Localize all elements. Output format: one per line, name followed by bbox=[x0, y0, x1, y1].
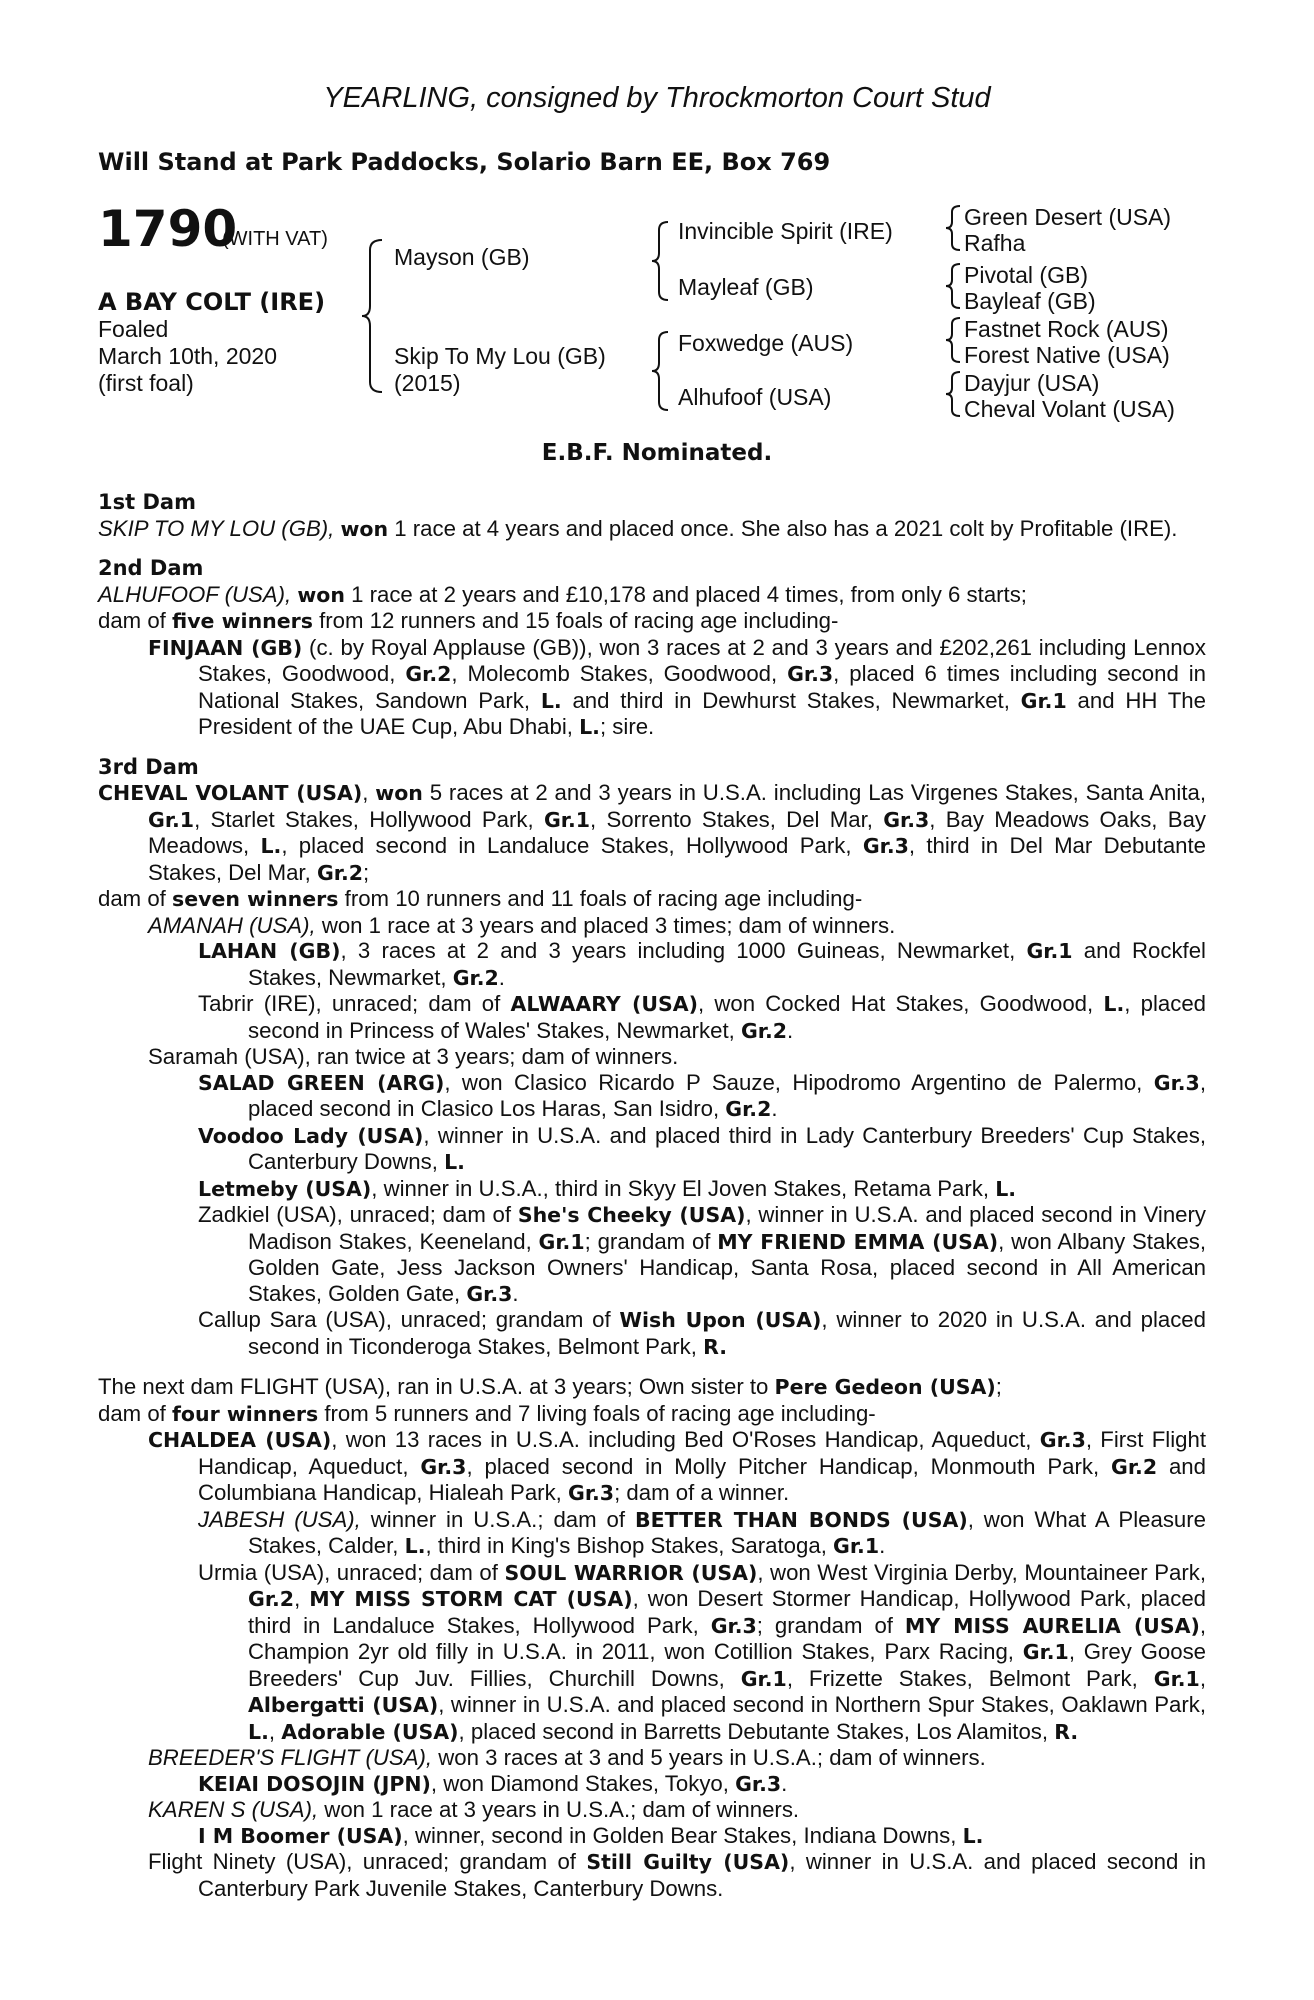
pedigree-dam: Skip To My Lou (GB) bbox=[394, 343, 606, 369]
produce-chaldea: CHALDEA (USA), won 13 races in U.S.A. including Bed O'Roses Handicap, Aqueduct, Gr.3, First Flight Handicap, Aqueduct, Gr.3, placed second in Molly Pitcher Handicap, Monmouth Park, Gr.2 and Columbiana Handicap, Hialeah Park, Gr.3; dam of a winner. bbox=[148, 1427, 1206, 1505]
pedigree-brace-sd bbox=[944, 262, 964, 310]
produce-salad-green: SALAD GREEN (ARG), won Clasico Ricardo P Sauze, Hipodromo Argentino de Palermo, Gr.3, placed second in Clasico Los Haras, San Isidro, Gr.2. bbox=[198, 1069, 1206, 1121]
produce-tabrir: Tabrir (IRE), unraced; dam of ALWAARY (USA), won Cocked Hat Stakes, Goodwood, L., placed second in Princess of Wales' Stakes, Newmarket, Gr.2. bbox=[198, 991, 1206, 1043]
third-dam-produce: dam of seven winners from 10 runners and 11 foals of racing age including- bbox=[98, 886, 863, 911]
pedigree-brace-ss bbox=[944, 204, 964, 252]
produce-callup-sara: Callup Sara (USA), unraced; grandam of Wish Upon (USA), winner to 2020 in U.S.A. and placed second in Ticonderoga Stakes, Belmont Park, R. bbox=[198, 1307, 1206, 1359]
pedigree-sds: Pivotal (GB) bbox=[964, 262, 1088, 288]
pedigree-brace-sire bbox=[650, 220, 674, 302]
catalogue-body bbox=[98, 490, 1206, 1901]
foaled-date: March 10th, 2020 bbox=[98, 343, 278, 369]
produce-finjaan: FINJAAN (GB) (c. by Royal Applause (GB)), won 3 races at 2 and 3 years and £202,261 including Lennox Stakes, Goodwood, Gr.2, Molecomb Stakes, Goodwood, Gr.3, placed 6 times including second in National Stakes, Sandown Park, L. and third in Dewhurst Stakes, Newmarket, Gr.1 and HH The President of the UAE Cup, Abu Dhabi, L.; sire. bbox=[148, 634, 1206, 739]
pedigree-ssd: Rafha bbox=[964, 230, 1026, 256]
produce-amanah: AMANAH (USA), won 1 race at 3 years and placed 3 times; dam of winners. bbox=[148, 912, 896, 938]
pedigree-dam-year: (2015) bbox=[394, 370, 461, 396]
foal-note: (first foal) bbox=[98, 370, 194, 396]
produce-saramah: Saramah (USA), ran twice at 3 years; dam of winners. bbox=[148, 1044, 679, 1069]
pedigree-dsd: Forest Native (USA) bbox=[964, 342, 1170, 368]
produce-letmeby: Letmeby (USA), winner in U.S.A., third in Skyy El Joven Stakes, Retama Park, L. bbox=[198, 1175, 1017, 1201]
ebf-nomination: E.B.F. Nominated. bbox=[541, 440, 773, 466]
produce-jabesh: JABESH (USA), winner in U.S.A.; dam of BETTER THAN BONDS (USA), won What A Pleasure Stakes, Calder, L., third in King's Bishop Stakes, Saratoga, Gr.1. bbox=[198, 1506, 1206, 1558]
pedigree-dds: Dayjur (USA) bbox=[964, 370, 1100, 396]
produce-urmia: Urmia (USA), unraced; dam of SOUL WARRIOR (USA), won West Virginia Derby, Mountaineer Park, Gr.2, MY MISS STORM CAT (USA), won Desert Stormer Handicap, Hollywood Park, placed third in Landaluce Stakes, Hollywood Park, Gr.3; grandam of MY MISS AURELIA (USA), Champion 2yr old filly in U.S.A. in 2011, won Cotillion Stakes, Parx Racing, Gr.1, Grey Goose Breeders' Cup Juv. Fillies, Churchill Downs, Gr.1, Frizette Stakes, Belmont Park, Gr.1, Albergatti (USA), winner in U.S.A. and placed second in Northern Spur Stakes, Oaklawn Park, L., Adorable (USA), placed second in Barretts Debutante Stakes, Los Alamitos, R. bbox=[198, 1559, 1207, 1744]
first-dam-heading: 1st Dam bbox=[98, 490, 196, 514]
pedigree-ds: Foxwedge (AUS) bbox=[678, 330, 854, 356]
produce-breeders-flight: BREEDER'S FLIGHT (USA), won 3 races at 3 and 5 years in U.S.A.; dam of winners. bbox=[148, 1745, 986, 1770]
vat-note: (WITH VAT) bbox=[222, 228, 328, 250]
pedigree-sire: Mayson (GB) bbox=[394, 244, 530, 270]
pedigree-ddd: Cheval Volant (USA) bbox=[964, 396, 1175, 422]
second-dam-heading: 2nd Dam bbox=[98, 556, 204, 580]
next-dam-text: The next dam FLIGHT (USA), ran in U.S.A. at 3 years; Own sister to Pere Gedeon (USA); bbox=[98, 1374, 1002, 1399]
foaled-label: Foaled bbox=[98, 316, 169, 342]
lot-number: 1790 bbox=[98, 200, 238, 258]
produce-lahan: LAHAN (GB), 3 races at 2 and 3 years including 1000 Guineas, Newmarket, Gr.1 and Rockfel Stakes, Newmarket, Gr.2. bbox=[198, 938, 1206, 990]
pedigree-ss: Invincible Spirit (IRE) bbox=[678, 218, 893, 244]
produce-voodoo-lady: Voodoo Lady (USA), winner in U.S.A. and placed third in Lady Canterbury Breeders' Cup Stakes, Canterbury Downs, L. bbox=[198, 1122, 1207, 1174]
second-dam-text: ALHUFOOF (USA), won 1 race at 2 years and £10,178 and placed 4 times, from only 6 starts; bbox=[98, 581, 1027, 607]
produce-i-m-boomer: I M Boomer (USA), winner, second in Golden Bear Stakes, Indiana Downs, L. bbox=[198, 1822, 984, 1848]
produce-flight-ninety: Flight Ninety (USA), unraced; grandam of Still Guilty (USA), winner in U.S.A. and placed second in Canterbury Park Juvenile Stakes, Canterbury Downs. bbox=[148, 1849, 1206, 1901]
first-dam-text: SKIP TO MY LOU (GB), won 1 race at 4 years and placed once. She also has a 2021 colt by Profitable (IRE). bbox=[98, 515, 1178, 541]
stand-location: Will Stand at Park Paddocks, Solario Barn EE, Box 769 bbox=[98, 148, 831, 176]
pedigree-brace-ds bbox=[944, 316, 964, 364]
produce-karen-s: KAREN S (USA), won 1 race at 3 years in U.S.A.; dam of winners. bbox=[148, 1797, 800, 1822]
third-dam-heading: 3rd Dam bbox=[98, 754, 199, 779]
pedigree-dss: Fastnet Rock (AUS) bbox=[964, 316, 1169, 342]
horse-title: A BAY COLT (IRE) bbox=[98, 288, 326, 316]
pedigree-sdd: Bayleaf (GB) bbox=[964, 288, 1096, 314]
next-dam-produce: dam of four winners from 5 runners and 7 living foals of racing age including- bbox=[98, 1400, 876, 1426]
pedigree-brace-dam bbox=[650, 330, 674, 412]
produce-zadkiel: Zadkiel (USA), unraced; dam of She's Cheeky (USA), winner in U.S.A. and placed second in Vinery Madison Stakes, Keeneland, Gr.1; grandam of MY FRIEND EMMA (USA), won Albany Stakes, Golden Gate, Jess Jackson Owners' Handicap, Santa Rosa, placed second in All American Stakes, Golden Gate, Gr.3. bbox=[198, 1202, 1207, 1306]
page-header: YEARLING, consigned by Throckmorton Court Stud bbox=[323, 82, 991, 114]
second-dam-produce: dam of five winners from 12 runners and 15 foals of racing age including- bbox=[98, 608, 839, 633]
pedigree-brace-main bbox=[360, 238, 390, 394]
pedigree-brace-dd bbox=[944, 370, 964, 418]
pedigree-dd: Alhufoof (USA) bbox=[678, 384, 832, 410]
third-dam-text: CHEVAL VOLANT (USA), won 5 races at 2 and 3 years in U.S.A. including Las Virgenes Stakes, Santa Anita, Gr.1, Starlet Stakes, Hollywood Park, Gr.1, Sorrento Stakes, Del Mar, Gr.3, Bay Meadows Oaks, Bay Meadows, L., placed second in Landaluce Stakes, Hollywood Park, Gr.3, third in Del Mar Debutante Stakes, Del Mar, Gr.2; bbox=[98, 780, 1206, 885]
pedigree-sss: Green Desert (USA) bbox=[964, 204, 1172, 230]
pedigree-sd: Mayleaf (GB) bbox=[678, 274, 814, 300]
produce-keiai-dosojin: KEIAI DOSOJIN (JPN), won Diamond Stakes, Tokyo, Gr.3. bbox=[198, 1770, 788, 1796]
